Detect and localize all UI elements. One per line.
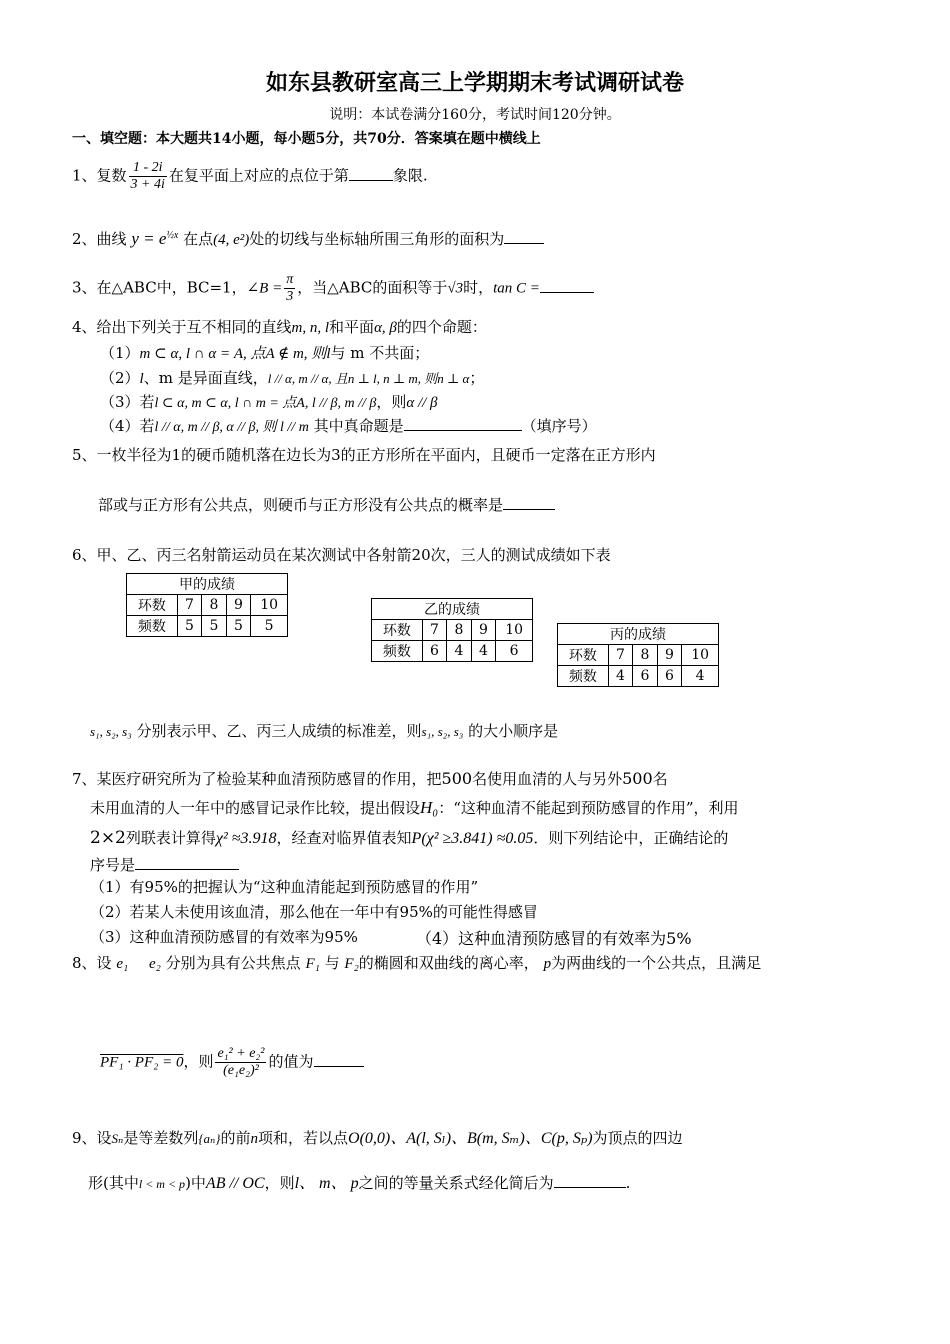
q8-prefix: 8、设 [72,954,112,972]
q9-parallel: AB // OC [205,1175,265,1192]
q8-blank[interactable] [314,1052,364,1067]
table-cell: 5 [251,616,288,637]
question-8-line1 [72,952,761,973]
q3-numerator: π [286,272,294,287]
table-cell: 频数 [558,666,609,687]
q7-text-1c: 名 [652,770,668,788]
q3-blank[interactable] [540,278,594,293]
question-8-line2 [100,1046,364,1079]
q7-number-2: 500 [622,769,653,788]
q4-p2-post: ； [469,369,485,387]
table-cell: 10 [251,595,288,616]
table-cell: 4 [682,666,719,687]
table-row [127,595,288,616]
q9-blank[interactable] [554,1173,626,1188]
table-cell: 环数 [127,595,178,616]
q8-p: p [543,956,552,972]
table-cell: 7 [608,645,633,666]
q4-p4-label: （4）若 [100,417,155,435]
table-cell: 7 [177,595,202,616]
score-table-jia [126,573,288,637]
q3-sqrt: √3 [447,280,464,297]
table-cell: 5 [202,616,227,637]
q4-proposition-2 [100,367,484,388]
question-5-line1: 5、一枚半径为1的硬币随机落在边长为3的正方形所在平面内，且硬币一定落在正方形内 [72,446,656,464]
q8-tail: 的值为 [268,1052,314,1071]
q2-point: (4, e²) [213,232,250,248]
q3-mid: ，当△ABC的面积等于 [297,278,448,297]
q9-text-2a: 形(其中 [88,1174,139,1192]
q4-p1-math: m ⊂ α, l ∩ α = A, 点A ∉ m, 则 [139,346,327,362]
q5-blank[interactable] [503,495,555,510]
q9-condition: l < m < p [138,1177,186,1191]
q7-chi-square: χ² ≈3.918 [215,830,277,847]
q2-mid: 在点 [183,230,214,248]
q4-p1-label: （1） [100,344,140,362]
q4-p2-label: （2） [100,369,140,387]
q4-p4-post: （填序号） [521,417,597,435]
question-6-intro: 6、甲、乙、丙三名射箭运动员在某次测试中各射箭20次，三人的测试成绩如下表 [72,546,611,564]
q8-mid1: 分别为具有公共焦点 [165,954,301,972]
exam-note: 说明：本试卷满分160分，考试时间120分钟。 [329,107,621,123]
table-row [127,616,288,637]
question-6-conclusion [90,720,558,741]
q3-angle: ∠B = [246,280,283,297]
q7-text-3b: ，经查对临界值表知 [276,829,412,847]
table-cell: 5 [177,616,202,637]
table-cell: 9 [226,595,251,616]
q9-points: O(0,0)、A(l, Sₗ)、B(m, Sₘ)、C(p, Sₚ) [348,1130,593,1147]
q3-text: 时， [463,278,494,297]
q1-blank[interactable] [349,166,393,181]
q8-e1: e₁ [116,956,129,972]
q1-denominator: 3 + 4i [130,177,165,192]
q1-tail: 象限. [392,166,428,185]
question-7-line4 [90,854,239,875]
q1-text: 在复平面上对应的点位于第 [168,166,349,185]
q7-option-1: （1）有95%的把握认为“这种血清能起到预防感冒的作用” [90,878,479,896]
question-1 [72,160,428,193]
q2-curve: y = e [131,229,167,248]
q4-proposition-3 [100,391,438,412]
q1-prefix: 1、复数 [72,166,127,185]
q9-mid3: 项和，若以点 [258,1129,349,1147]
table-cell: 4 [471,641,496,662]
q8-fraction [215,1046,266,1079]
q1-fraction [129,160,167,193]
q6-post: 的大小顺序是 [468,722,559,740]
q3-fraction [284,272,295,305]
q7-text-2a: 未用血清的人一年中的感冒记录作比较，提出假设 [90,799,421,817]
table-cell: 10 [496,620,533,641]
question-3 [72,272,594,305]
q2-text: 处的切线与坐标轴所围三角形的面积为 [249,230,505,248]
table-cell: 6 [422,641,447,662]
q4-p2-math: l // α, m // α, 且n ⊥ l, n ⊥ m, 则n ⊥ α [267,371,470,386]
table-cell: 5 [226,616,251,637]
q6-s-symbols: s₁, s₂, s₃ [90,724,132,739]
q4-p3-math: l ⊂ α, m ⊂ α, l ∩ m = 点A, l // β, m // β [154,396,377,411]
q8-denominator: (e₁e₂)² [223,1063,259,1078]
q7-probability: P(χ² ≥3.841) ≈0.05 [411,830,534,847]
section-heading: 一、填空题：本大题共14小题，每小题5分，共70分．答案填在题中横线上 [72,131,541,147]
q9-n: n [250,1131,259,1147]
q4-p2-l: l [139,371,144,387]
q4-planes: α, β [374,320,397,336]
q9-sn: Sₙ [111,1131,124,1146]
q7-option-3: （3）这种血清预防感冒的有效率为95% [90,928,358,946]
q8-f2: F₂ [344,956,359,972]
q4-intro: 4、给出下列关于互不相同的直线 [72,318,292,336]
table-cell: 8 [633,645,658,666]
table-cell: 6 [633,666,658,687]
table-cell: 4 [447,641,472,662]
question-9-line2 [88,1170,630,1193]
q7-text-2b: ：“这种血清不能起到预防感冒的作用”，利用 [438,799,739,817]
question-4-intro [72,316,487,337]
q8-e2: e₂ [148,956,161,972]
q4-p4-math: l // α, m // β, α // β, 则 l // m [154,420,309,435]
q1-numerator: 1 - 2i [129,160,167,177]
table-cell: 频数 [127,616,178,637]
table-cell: 10 [682,645,719,666]
q8-vector-condition: PF₁ · PF₂ = 0 [100,1054,184,1071]
q7-option-4: （4）这种血清预防感冒的有效率为5% [416,929,692,948]
q9-text-2b: )中 [185,1174,206,1192]
q4-p3-label: （3）若 [100,393,155,411]
q4-p1-l: l [326,346,331,362]
q3-prefix: 3、在△ABC中，BC=1， [72,278,247,297]
table-row [372,620,533,641]
q9-mid1: 是等差数列 [123,1129,199,1147]
table-caption: 丙的成绩 [558,624,719,645]
q8-numerator: e₁² + e₂² [217,1046,265,1061]
table-cell: 4 [608,666,633,687]
q5-text: 部或与正方形有公共点，则硬币与正方形没有公共点的概率是 [98,496,504,514]
q9-end: . [625,1174,631,1192]
question-7-line1 [72,768,668,789]
q9-post: 为顶点的四边 [592,1129,683,1147]
q9-prefix: 9、设 [72,1129,112,1147]
page-title: 如东县教研室高三上学期期末考试调研试卷 [265,70,684,96]
q4-post: 的四个命题： [396,318,487,336]
q9-text-2d: 之间的等量关系式经化简后为 [358,1174,554,1192]
q4-lines: m, n, l [291,320,330,336]
q3-denominator: 3 [286,289,294,304]
q4-p3-conclusion: α // β [406,395,438,411]
q4-mid: 和平面 [329,318,375,336]
q7-number-1: 500 [441,769,473,788]
score-table-yi [371,598,533,662]
q7-text-1b: 名使用血清的人与另外 [472,770,623,788]
table-row [372,641,533,662]
q7-option-2: （2）若某人未使用该血清，那么他在一年中有95%的可能性得感冒 [90,903,538,921]
question-7-line3 [90,827,728,848]
q2-prefix: 2、曲线 [72,230,127,248]
table-cell: 8 [202,595,227,616]
question-2 [72,228,544,249]
q7-hypothesis: H₀ [420,798,439,817]
table-row [558,645,719,666]
q8-and: 与 [324,954,340,972]
table-cell: 频数 [372,641,423,662]
q9-mid2: 的前 [220,1129,251,1147]
question-9-line1 [72,1125,683,1148]
q8-mid2: 的椭圆和双曲线的离心率， [358,954,539,972]
table-cell: 环数 [372,620,423,641]
table-row [558,666,719,687]
q7-blank[interactable] [135,855,239,870]
q8-post: 为两曲线的一个公共点，且满足 [551,954,762,972]
q2-exponent: ½x [166,230,179,241]
q2-blank[interactable] [504,229,544,244]
table-cell: 6 [657,666,682,687]
q4-p2-mid: 、m 是异面直线， [143,369,268,387]
q7-table-size: 2×2 [90,828,126,848]
score-table-bing [557,623,719,687]
q9-variables: l、 m、 p [294,1175,359,1192]
q4-proposition-4 [100,415,597,436]
table-cell: 环数 [558,645,609,666]
q6-s-symbols-2: s₁, s₂, s₃ [421,724,464,739]
q8-then: ，则 [183,1052,214,1071]
table-cell: 9 [471,620,496,641]
q8-f1: F₁ [305,956,320,972]
q9-an: {aₙ} [198,1131,221,1146]
q4-p4-mid: 其中真命题是 [313,417,404,435]
question-5-line2 [98,494,555,515]
q7-text-1a: 7、某医疗研究所为了检验某种血清预防感冒的作用，把 [72,770,442,788]
table-caption: 乙的成绩 [372,599,533,620]
q4-blank[interactable] [404,416,522,431]
q7-text-3c: ．则下列结论中，正确结论的 [533,829,729,847]
table-cell: 9 [657,645,682,666]
q9-text-2c: ，则 [264,1174,295,1192]
q3-tan: tan C = [493,280,540,297]
table-cell: 7 [422,620,447,641]
q4-p3-mid: ，则 [376,393,407,411]
question-7-line2 [90,797,739,818]
table-caption: 甲的成绩 [127,574,288,595]
table-cell: 6 [496,641,533,662]
q7-text-4: 序号是 [90,856,136,874]
table-cell: 8 [447,620,472,641]
q7-text-3a: 列联表计算得 [125,829,216,847]
q6-mid: 分别表示甲、乙、丙三人成绩的标准差，则 [136,722,422,740]
q4-proposition-1 [100,342,429,363]
q4-p1-post: 与 m 不共面； [330,344,430,362]
